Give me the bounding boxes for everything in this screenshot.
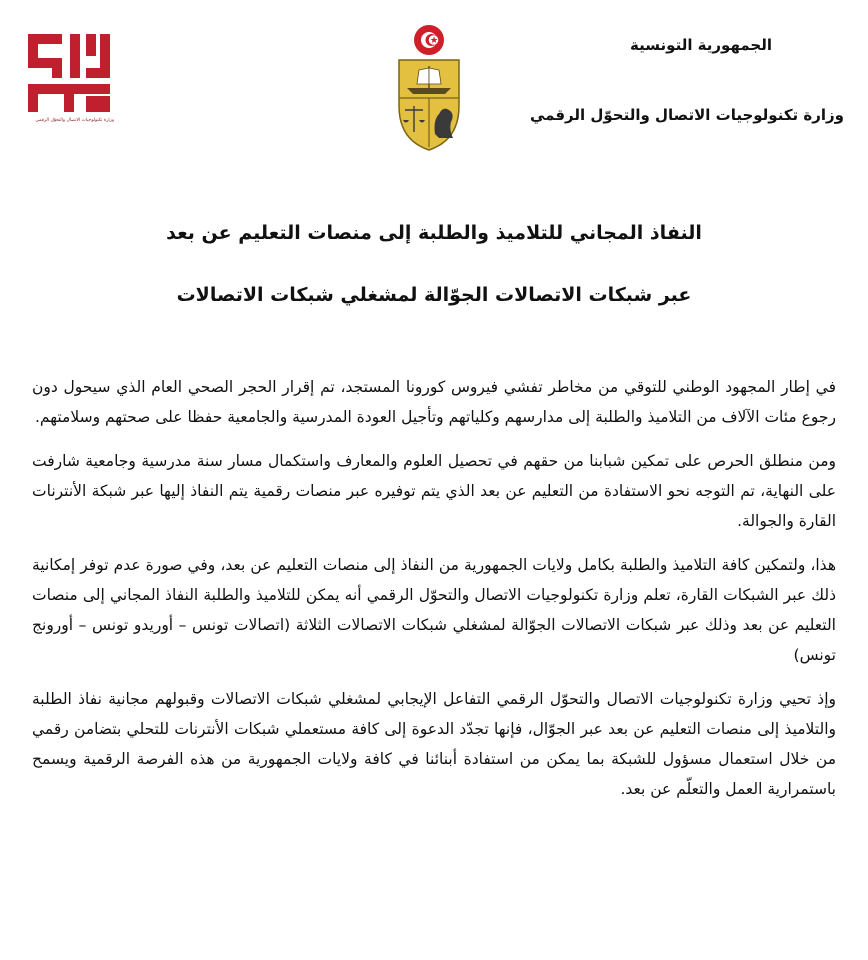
ministry-name: وزارة تكنولوجيات الاتصال والتحوّل الرقمي bbox=[529, 106, 844, 124]
ministry-logo bbox=[24, 30, 114, 140]
title-line-2: عبر شبكات الاتصالات الجوّالة لمشغلي شبكات الاتصالات bbox=[176, 284, 692, 306]
paragraph-3: هذا، ولتمكين كافة التلاميذ والطلبة بكامل ولايات الجمهورية من النفاذ إلى منصات التعليم عن بعد، وفي صورة عدم توفر إمكانية ذلك عبر الشبكات القارة، تعلم وزارة تكنولوجيات الاتصال والتحوّل الرقمي أنه يمكن للتلاميذ والطلبة النفاذ المجاني إلى منصات التعليم عن بعد وذلك عبر شبكات الاتصالات الجوّالة لمشغلي شبكات الاتصالات الثلاثة (اتصالات تونس – أوريدو تونس – أورونج تونس) bbox=[32, 556, 836, 664]
paragraph-1: في إطار المجهود الوطني للتوقي من مخاطر تفشي فيروس كورونا المستجد، تم إقرار الحجر الصحي العام الذي سيحول دون رجوع مئات الآلاف من التلاميذ والطلبة إلى مدارسهم وكلياتهم وتأجيل العودة المدرسية والجامعية حفظا على صحتهم وسلامتهم. bbox=[32, 378, 836, 426]
logo-caption: وزارة تكنولوجيات الاتصال والتحوّل الرقمي bbox=[35, 118, 114, 123]
coat-of-arms-emblem bbox=[393, 22, 465, 154]
press-release-body bbox=[32, 372, 836, 818]
paragraph-2: ومن منطلق الحرص على تمكين شبابنا من حقهم في تحصيل العلوم والمعارف واستكمال مسار سنة مدرسية وجامعية شارفت على النهاية، تم التوجه نحو الاستفادة من التعليم عن بعد الذي يتم توفيره عبر منصات رقمية يتم النفاذ إليها عبر شبكة الأنترنات القارة والجوالة. bbox=[32, 452, 836, 530]
republic-name: الجمهورية التونسية bbox=[630, 36, 772, 54]
title-line-1: النفاذ المجاني للتلاميذ والطلبة إلى منصات التعليم عن بعد bbox=[166, 222, 702, 244]
ministry-logo-mark bbox=[24, 30, 114, 116]
paragraph-4: وإذ تحيي وزارة تكنولوجيات الاتصال والتحوّل الرقمي التفاعل الإيجابي لمشغلي شبكات الاتصالات وقبولهم مجانية نفاذ الطلبة والتلاميذ إلى منصات التعليم عن بعد عبر الجوّال، فإنها تجدّد الدعوة إلى كافة مستعملي شبكات الأنترنات للتحلي بتضامن رقمي من خلال استعمال مسؤول للشبكة بما يمكن من استفادة أبنائنا في كافة ولايات الجمهورية من هذه الفرصة الرقمية ويسمح باستمرارية العمل والتعلّم عن بعد. bbox=[32, 690, 836, 798]
